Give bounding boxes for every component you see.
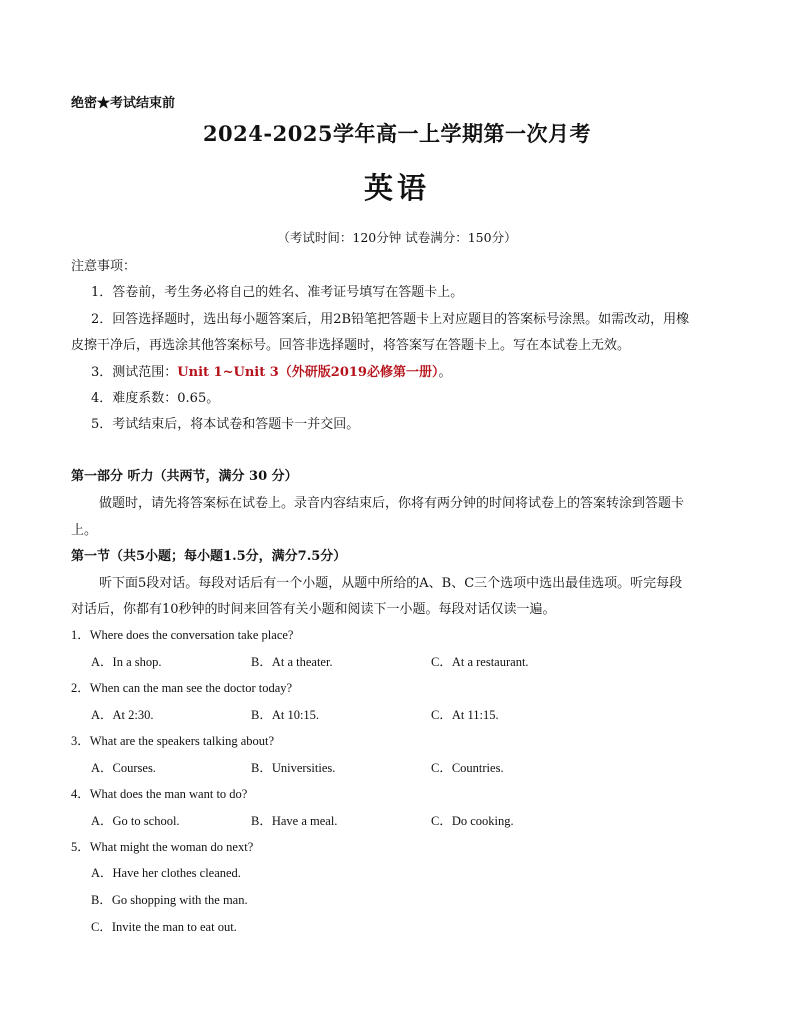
q4-option-c: C．Do cooking. bbox=[431, 814, 514, 828]
notice-item-1: 1．答卷前，考生务必将自己的姓名、准考证号填写在答题卡上。 bbox=[91, 285, 464, 300]
subject-title: 英语 bbox=[363, 171, 430, 205]
question-2: 2．When can the man see the doctor today? bbox=[71, 681, 293, 695]
section1-intro-line2: 对话后，你都有10秒钟的时间来回答有关小题和阅读下一小题。每段对话仅读一遍。 bbox=[71, 602, 556, 617]
notice-item-2-line1: 2．回答选择题时，选出每小题答案后，用2B铅笔把答题卡上对应题目的答案标号涂黑。如需改动，用橡 bbox=[91, 312, 690, 327]
notice-item-2-line2: 皮擦干净后，再选涂其他答案标号。回答非选择题时，将答案写在答题卡上。写在本试卷上无效。 bbox=[71, 338, 631, 353]
notice-item-3 bbox=[91, 361, 451, 380]
question-5: 5．What might the woman do next? bbox=[71, 840, 254, 854]
notice-title: 注意事项： bbox=[71, 259, 137, 274]
question-3: 3．What are the speakers talking about? bbox=[71, 734, 275, 748]
q1-option-b: B．At a theater. bbox=[251, 655, 333, 669]
test-range: Unit 1~Unit 3（外研版2019必修第一册） bbox=[177, 365, 439, 380]
secret-label: 绝密★考试结束前 bbox=[71, 96, 176, 111]
q2-option-b: B．At 10:15. bbox=[251, 708, 320, 722]
part1-intro-line2: 上。 bbox=[71, 523, 98, 538]
exam-title: 2024-2025学年高一上学期第一次月考 bbox=[202, 121, 592, 146]
time-info: （考试时间：120分钟 试卷满分：150分） bbox=[277, 230, 517, 245]
part1-title: 第一部分 听力（共两节，满分 30 分） bbox=[71, 469, 298, 484]
q4-option-b: B．Have a meal. bbox=[251, 814, 338, 828]
section1-intro-line1: 听下面5段对话。每段对话后有一个小题，从题中所给的A、B、C三个选项中选出最佳选项。听完每段 bbox=[99, 576, 683, 591]
q5-option-c: C．Invite the man to eat out. bbox=[91, 920, 237, 934]
notice-item-4: 4．难度系数：0.65。 bbox=[91, 391, 220, 406]
q4-option-a: A．Go to school. bbox=[91, 814, 180, 828]
part1-intro-line1: 做题时，请先将答案标在试卷上。录音内容结束后，你将有两分钟的时间将试卷上的答案转涂到答题卡 bbox=[99, 496, 685, 511]
notice-item-3-suffix: 。 bbox=[438, 365, 452, 380]
q1-option-c: C．At a restaurant. bbox=[431, 655, 529, 669]
q3-option-c: C．Countries. bbox=[431, 761, 504, 775]
notice-item-5: 5．考试结束后，将本试卷和答题卡一并交回。 bbox=[91, 417, 360, 432]
q3-option-a: A．Courses. bbox=[91, 761, 156, 775]
q5-option-b: B．Go shopping with the man. bbox=[91, 893, 248, 907]
q1-option-a: A．In a shop. bbox=[91, 655, 162, 669]
notice-item-3-prefix: 3．测试范围： bbox=[91, 365, 178, 380]
section1-title: 第一节（共5小题；每小题1.5分，满分7.5分） bbox=[71, 549, 347, 564]
q2-option-a: A．At 2:30. bbox=[91, 708, 154, 722]
q2-option-c: C．At 11:15. bbox=[431, 708, 499, 722]
question-4: 4．What does the man want to do? bbox=[71, 787, 248, 801]
q5-option-a: A．Have her clothes cleaned. bbox=[91, 866, 241, 880]
q3-option-b: B．Universities. bbox=[251, 761, 336, 775]
question-1: 1．Where does the conversation take place? bbox=[71, 628, 294, 642]
